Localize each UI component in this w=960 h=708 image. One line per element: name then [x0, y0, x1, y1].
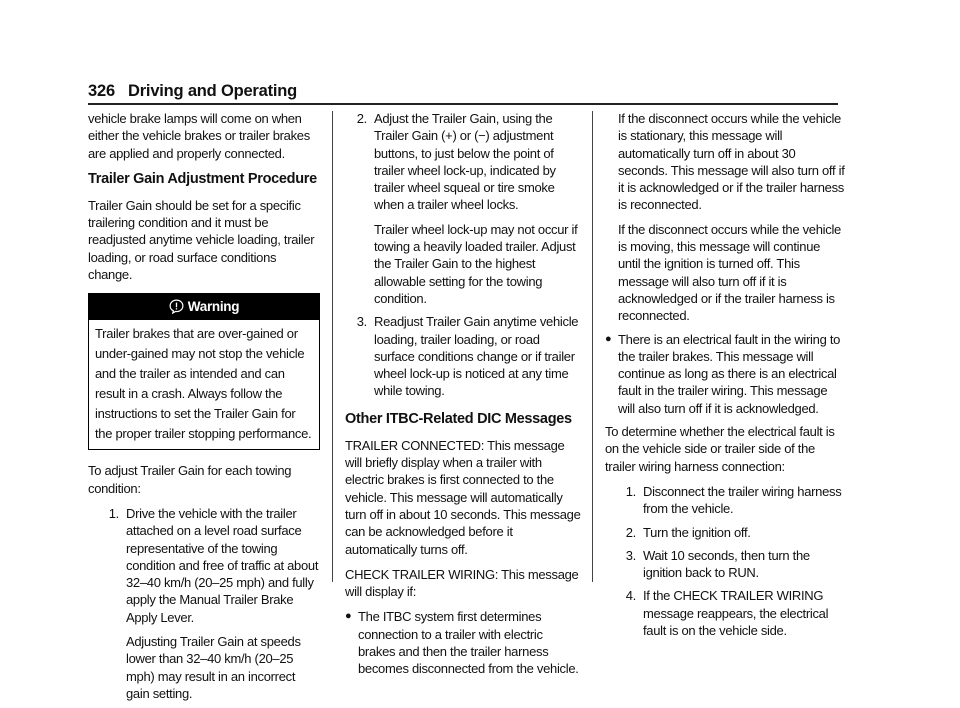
warning-icon: [169, 299, 184, 314]
step-text: Adjust the Trailer Gain, using the Trailer Gain (+) or (−) adjustment buttons, to just below the point of trailer wheel lock-up, indicated by trailer wheel squeal or tire smoke when a trailer wheel locks.: [374, 111, 556, 213]
bullet-text: There is an electrical fault in the wiring to the trailer brakes. This message will continue as long as there is an electrical fault in the trailer wiring. This message will also turn off if it is acknowledged.: [618, 331, 841, 416]
step-note: Adjusting Trailer Gain at speeds lower than 32–40 km/h (20–25 mph) may result in an incorrect gain setting.: [126, 634, 301, 701]
step-number: 3.: [625, 547, 636, 563]
bullet-icon: ●: [605, 332, 612, 345]
paragraph: Trailer Gain should be set for a specific trailering condition and it must be readjusted anytime vehicle loading, trailer loading, or road surface conditions change.: [88, 197, 315, 283]
warning-header: [89, 294, 319, 320]
step-item: [345, 110, 582, 307]
step-item: [605, 587, 845, 639]
page-number: 326: [88, 82, 115, 100]
column-divider: [332, 111, 333, 582]
intro-paragraph: vehicle brake lamps will come on when either the vehicle brakes or trailer brakes are applied and properly connected.: [88, 111, 310, 161]
section-heading: Other ITBC-Related DIC Messages: [345, 410, 572, 427]
header-rule: [88, 103, 838, 105]
section-heading: Trailer Gain Adjustment Procedure: [88, 170, 317, 187]
step-text: If the CHECK TRAILER WIRING message reappears, the electrical fault is on the vehicle side.: [643, 588, 829, 639]
step-item: [345, 313, 582, 399]
step-text: Readjust Trailer Gain anytime vehicle loading, trailer loading, or road surface conditions change or if trailer wheel lock-up is noticed at any time while towing.: [374, 314, 579, 399]
adjust-intro: To adjust Trailer Gain for each towing condition:: [88, 463, 292, 496]
step-item: [88, 505, 320, 702]
column-divider: [592, 111, 593, 582]
bullet-subparagraph: If the disconnect occurs while the vehicle is stationary, this message will automatically turn off in about 30 seconds. This message will also turn off if it is acknowledged or if the trailer harness is reconnected.: [618, 111, 845, 213]
bullet-icon: ●: [345, 610, 352, 623]
column-2: [345, 110, 582, 684]
step-number: 1.: [108, 505, 119, 521]
warning-box: [88, 293, 320, 450]
step-number: 1.: [625, 483, 636, 499]
bullet-item: [345, 608, 582, 677]
bullet-text: The ITBC system first determines connection to a trailer with electric brakes and then the trailer harness becomes disconnected from the vehicle.: [358, 609, 579, 677]
paragraph: To determine whether the electrical fault is on the vehicle side or trailer side of the trailer wiring harness connection:: [605, 424, 835, 474]
column-1: [88, 110, 320, 708]
column-3: [605, 110, 845, 645]
section-title: Driving and Operating: [128, 82, 298, 100]
bullet-item: [605, 331, 845, 417]
step-item: [605, 524, 845, 541]
step-text: Wait 10 seconds, then turn the ignition back to RUN.: [643, 547, 810, 581]
step-text: Drive the vehicle with the trailer attached on a level road surface representative of the towing condition and free of traffic at about 32–40 km/h (20–25 mph) and fully apply the Manual Trailer Brake Apply Lever.: [126, 505, 319, 625]
step-number: 3.: [356, 314, 367, 330]
bullet-continuation: [605, 110, 845, 325]
step-note: Trailer wheel lock-up may not occur if towing a heavily loaded trailer. Adjust the Trailer Gain to the highest allowable setting for the towing condition.: [374, 221, 578, 306]
step-text: Turn the ignition off.: [643, 524, 751, 540]
step-item: [605, 483, 845, 518]
step-text: Disconnect the trailer wiring harness from the vehicle.: [643, 483, 842, 517]
paragraph: CHECK TRAILER WIRING: This message will display if:: [345, 566, 579, 600]
warning-title: Warning: [187, 299, 240, 315]
step-item: [605, 547, 845, 582]
warning-text: Trailer brakes that are over-gained or under-gained may not stop the vehicle and the trailer as intended and can result in a crash. Always follow the instructions to set the Trailer Gain for the proper trailer stopping performance.: [95, 326, 312, 442]
bullet-subparagraph: If the disconnect occurs while the vehicle is moving, this message will continue until the ignition is turned off. This message will also turn off if it is acknowledged or if the trailer harness is reconnected.: [618, 221, 841, 324]
step-number: 2.: [625, 524, 636, 540]
step-number: 4.: [625, 588, 636, 604]
step-number: 2.: [356, 111, 367, 126]
paragraph: TRAILER CONNECTED: This message will briefly display when a trailer with electric brakes is first connected to the vehicle. This message will automatically turn off in about 10 seconds. This message can be acknowledged before it automatically turns off.: [345, 437, 581, 557]
page-header: [88, 82, 836, 104]
